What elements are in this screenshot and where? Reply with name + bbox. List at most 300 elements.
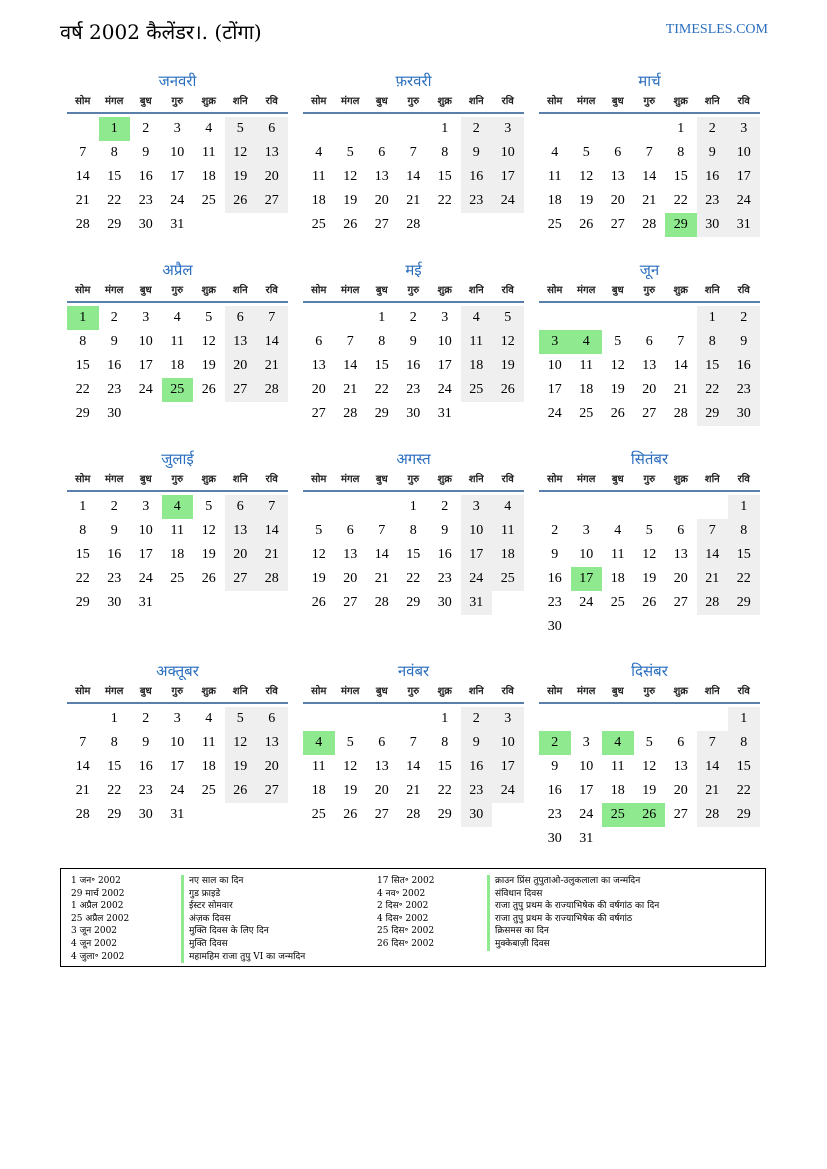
day-cell[interactable]: 22	[728, 779, 760, 803]
day-cell[interactable]: 21	[75, 783, 90, 798]
day-cell[interactable]: 16	[138, 759, 153, 774]
day-cell[interactable]: 5	[492, 306, 524, 330]
day-cell[interactable]: 4	[461, 306, 493, 330]
day-cell[interactable]: 29	[728, 803, 760, 827]
day-cell[interactable]: 18	[311, 193, 326, 208]
day-cell[interactable]: 4	[614, 523, 622, 538]
day-cell[interactable]: 29	[697, 402, 729, 426]
day-cell[interactable]: 15	[697, 354, 729, 378]
day-cell[interactable]: 5	[614, 334, 622, 349]
day-cell[interactable]: 23	[406, 382, 421, 397]
day-cell[interactable]: 8	[728, 519, 760, 543]
day-cell[interactable]: 2	[551, 523, 559, 538]
day-cell[interactable]: 6	[378, 145, 386, 160]
day-cell[interactable]: 14	[75, 169, 90, 184]
day-cell[interactable]: 9	[110, 334, 118, 349]
day-cell[interactable]: 7	[409, 145, 417, 160]
day-cell[interactable]: 13	[256, 731, 288, 755]
day-cell[interactable]: 15	[728, 543, 760, 567]
day-cell[interactable]: 13	[374, 759, 389, 774]
day-cell[interactable]: 7	[256, 495, 288, 519]
day-cell[interactable]: 9	[461, 141, 493, 165]
day-cell[interactable]: 31	[728, 213, 760, 237]
day-cell[interactable]: 27	[673, 595, 688, 610]
day-cell[interactable]: 10	[437, 334, 452, 349]
day-cell[interactable]: 12	[642, 547, 657, 562]
day-cell[interactable]: 10	[170, 735, 185, 750]
day-cell[interactable]: 30	[547, 831, 562, 846]
day-cell[interactable]: 4	[173, 310, 181, 325]
day-cell[interactable]: 2	[110, 499, 118, 514]
day-cell[interactable]: 6	[677, 523, 685, 538]
day-cell[interactable]: 22	[374, 382, 389, 397]
day-cell[interactable]: 30	[728, 402, 760, 426]
day-cell[interactable]: 21	[256, 354, 288, 378]
day-cell[interactable]: 7	[697, 519, 729, 543]
day-cell[interactable]: 3	[142, 310, 150, 325]
day-cell[interactable]: 4	[551, 145, 559, 160]
day-cell[interactable]: 16	[547, 783, 562, 798]
day-cell[interactable]: 31	[170, 217, 185, 232]
day-cell[interactable]: 29	[374, 406, 389, 421]
holiday-day-cell[interactable]: 29	[665, 213, 697, 237]
day-cell[interactable]: 26	[201, 382, 216, 397]
day-cell[interactable]: 18	[492, 543, 524, 567]
day-cell[interactable]: 9	[697, 141, 729, 165]
day-cell[interactable]: 6	[346, 523, 354, 538]
holiday-day-cell[interactable]: 4	[303, 731, 335, 755]
day-cell[interactable]: 20	[642, 382, 657, 397]
day-cell[interactable]: 1	[697, 306, 729, 330]
day-cell[interactable]: 14	[406, 759, 421, 774]
day-cell[interactable]: 26	[492, 378, 524, 402]
day-cell[interactable]: 25	[610, 595, 625, 610]
day-cell[interactable]: 6	[645, 334, 653, 349]
day-cell[interactable]: 9	[142, 145, 150, 160]
day-cell[interactable]: 31	[170, 807, 185, 822]
day-cell[interactable]: 24	[170, 783, 185, 798]
day-cell[interactable]: 22	[75, 382, 90, 397]
day-cell[interactable]: 24	[579, 595, 594, 610]
day-cell[interactable]: 13	[642, 358, 657, 373]
day-cell[interactable]: 15	[107, 759, 122, 774]
day-cell[interactable]: 15	[107, 169, 122, 184]
day-cell[interactable]: 13	[673, 547, 688, 562]
day-cell[interactable]: 11	[548, 169, 562, 184]
day-cell[interactable]: 27	[642, 406, 657, 421]
day-cell[interactable]: 1	[378, 310, 386, 325]
holiday-day-cell[interactable]: 1	[67, 306, 99, 330]
day-cell[interactable]: 25	[311, 807, 326, 822]
day-cell[interactable]: 2	[441, 499, 449, 514]
day-cell[interactable]: 12	[343, 169, 358, 184]
day-cell[interactable]: 16	[437, 547, 452, 562]
day-cell[interactable]: 10	[138, 523, 153, 538]
day-cell[interactable]: 29	[437, 807, 452, 822]
day-cell[interactable]: 7	[346, 334, 354, 349]
day-cell[interactable]: 25	[170, 571, 185, 586]
day-cell[interactable]: 15	[406, 547, 421, 562]
day-cell[interactable]: 3	[173, 121, 181, 136]
day-cell[interactable]: 30	[107, 595, 122, 610]
day-cell[interactable]: 5	[582, 145, 590, 160]
day-cell[interactable]: 19	[311, 571, 326, 586]
day-cell[interactable]: 6	[256, 707, 288, 731]
day-cell[interactable]: 4	[205, 711, 213, 726]
day-cell[interactable]: 20	[374, 783, 389, 798]
day-cell[interactable]: 12	[343, 759, 358, 774]
day-cell[interactable]: 1	[441, 121, 449, 136]
day-cell[interactable]: 20	[311, 382, 326, 397]
day-cell[interactable]: 17	[492, 165, 524, 189]
day-cell[interactable]: 7	[697, 731, 729, 755]
day-cell[interactable]: 20	[374, 193, 389, 208]
day-cell[interactable]: 21	[374, 571, 389, 586]
day-cell[interactable]: 11	[170, 523, 184, 538]
day-cell[interactable]: 8	[110, 735, 118, 750]
day-cell[interactable]: 27	[673, 807, 688, 822]
day-cell[interactable]: 28	[256, 567, 288, 591]
day-cell[interactable]: 26	[610, 406, 625, 421]
day-cell[interactable]: 10	[579, 759, 594, 774]
day-cell[interactable]: 30	[138, 807, 153, 822]
day-cell[interactable]: 10	[728, 141, 760, 165]
day-cell[interactable]: 27	[610, 217, 625, 232]
day-cell[interactable]: 12	[642, 759, 657, 774]
day-cell[interactable]: 28	[642, 217, 657, 232]
day-cell[interactable]: 16	[461, 165, 493, 189]
day-cell[interactable]: 24	[461, 567, 493, 591]
day-cell[interactable]: 28	[374, 595, 389, 610]
day-cell[interactable]: 8	[79, 523, 87, 538]
day-cell[interactable]: 12	[610, 358, 625, 373]
day-cell[interactable]: 8	[728, 731, 760, 755]
day-cell[interactable]: 14	[256, 519, 288, 543]
site-link[interactable]: TIMESLES.COM	[665, 22, 768, 37]
holiday-day-cell[interactable]: 26	[634, 803, 666, 827]
day-cell[interactable]: 2	[461, 707, 493, 731]
day-cell[interactable]: 19	[201, 547, 216, 562]
day-cell[interactable]: 20	[256, 165, 288, 189]
day-cell[interactable]: 3	[173, 711, 181, 726]
day-cell[interactable]: 26	[225, 189, 257, 213]
day-cell[interactable]: 22	[107, 783, 122, 798]
day-cell[interactable]: 16	[697, 165, 729, 189]
day-cell[interactable]: 7	[409, 735, 417, 750]
day-cell[interactable]: 5	[315, 523, 323, 538]
day-cell[interactable]: 14	[406, 169, 421, 184]
day-cell[interactable]: 15	[437, 759, 452, 774]
day-cell[interactable]: 15	[75, 547, 90, 562]
day-cell[interactable]: 1	[677, 121, 685, 136]
day-cell[interactable]: 4	[492, 495, 524, 519]
day-cell[interactable]: 11	[312, 169, 326, 184]
day-cell[interactable]: 25	[492, 567, 524, 591]
day-cell[interactable]: 13	[343, 547, 358, 562]
holiday-day-cell[interactable]: 2	[539, 731, 571, 755]
day-cell[interactable]: 5	[225, 707, 257, 731]
day-cell[interactable]: 18	[547, 193, 562, 208]
day-cell[interactable]: 17	[461, 543, 493, 567]
day-cell[interactable]: 3	[142, 499, 150, 514]
day-cell[interactable]: 27	[256, 189, 288, 213]
day-cell[interactable]: 27	[225, 378, 257, 402]
day-cell[interactable]: 12	[579, 169, 594, 184]
day-cell[interactable]: 19	[225, 755, 257, 779]
day-cell[interactable]: 31	[579, 831, 594, 846]
day-cell[interactable]: 24	[547, 406, 562, 421]
day-cell[interactable]: 8	[409, 523, 417, 538]
day-cell[interactable]: 9	[441, 523, 449, 538]
day-cell[interactable]: 21	[406, 193, 421, 208]
day-cell[interactable]: 22	[437, 193, 452, 208]
day-cell[interactable]: 11	[579, 358, 593, 373]
day-cell[interactable]: 19	[579, 193, 594, 208]
day-cell[interactable]: 13	[225, 519, 257, 543]
holiday-day-cell[interactable]: 17	[571, 567, 603, 591]
day-cell[interactable]: 11	[461, 330, 493, 354]
day-cell[interactable]: 11	[611, 547, 625, 562]
day-cell[interactable]: 6	[225, 306, 257, 330]
day-cell[interactable]: 5	[205, 310, 213, 325]
day-cell[interactable]: 9	[110, 523, 118, 538]
day-cell[interactable]: 20	[225, 543, 257, 567]
day-cell[interactable]: 17	[547, 382, 562, 397]
day-cell[interactable]: 13	[610, 169, 625, 184]
day-cell[interactable]: 10	[170, 145, 185, 160]
day-cell[interactable]: 17	[492, 755, 524, 779]
day-cell[interactable]: 19	[492, 354, 524, 378]
day-cell[interactable]: 18	[311, 783, 326, 798]
day-cell[interactable]: 2	[409, 310, 417, 325]
day-cell[interactable]: 28	[406, 807, 421, 822]
day-cell[interactable]: 29	[75, 406, 90, 421]
holiday-day-cell[interactable]: 3	[539, 330, 571, 354]
day-cell[interactable]: 23	[547, 595, 562, 610]
day-cell[interactable]: 15	[75, 358, 90, 373]
day-cell[interactable]: 18	[170, 358, 185, 373]
day-cell[interactable]: 19	[225, 165, 257, 189]
day-cell[interactable]: 13	[673, 759, 688, 774]
day-cell[interactable]: 23	[728, 378, 760, 402]
day-cell[interactable]: 9	[551, 759, 559, 774]
day-cell[interactable]: 4	[315, 145, 323, 160]
day-cell[interactable]: 19	[201, 358, 216, 373]
day-cell[interactable]: 3	[728, 117, 760, 141]
day-cell[interactable]: 25	[311, 217, 326, 232]
day-cell[interactable]: 17	[138, 358, 153, 373]
day-cell[interactable]: 15	[374, 358, 389, 373]
day-cell[interactable]: 18	[610, 571, 625, 586]
day-cell[interactable]: 8	[677, 145, 685, 160]
day-cell[interactable]: 27	[374, 217, 389, 232]
day-cell[interactable]: 26	[201, 571, 216, 586]
day-cell[interactable]: 29	[75, 595, 90, 610]
day-cell[interactable]: 22	[107, 193, 122, 208]
day-cell[interactable]: 16	[107, 358, 122, 373]
day-cell[interactable]: 2	[142, 711, 150, 726]
day-cell[interactable]: 5	[346, 735, 354, 750]
day-cell[interactable]: 24	[579, 807, 594, 822]
day-cell[interactable]: 26	[343, 807, 358, 822]
day-cell[interactable]: 27	[256, 779, 288, 803]
day-cell[interactable]: 23	[138, 783, 153, 798]
day-cell[interactable]: 10	[138, 334, 153, 349]
day-cell[interactable]: 23	[461, 779, 493, 803]
day-cell[interactable]: 7	[79, 735, 87, 750]
day-cell[interactable]: 28	[343, 406, 358, 421]
day-cell[interactable]: 22	[697, 378, 729, 402]
day-cell[interactable]: 27	[225, 567, 257, 591]
day-cell[interactable]: 20	[673, 783, 688, 798]
day-cell[interactable]: 24	[437, 382, 452, 397]
day-cell[interactable]: 3	[461, 495, 493, 519]
day-cell[interactable]: 3	[492, 707, 524, 731]
day-cell[interactable]: 30	[107, 406, 122, 421]
day-cell[interactable]: 18	[201, 759, 216, 774]
day-cell[interactable]: 12	[225, 731, 257, 755]
day-cell[interactable]: 16	[728, 354, 760, 378]
day-cell[interactable]: 25	[201, 783, 216, 798]
day-cell[interactable]: 16	[406, 358, 421, 373]
day-cell[interactable]: 15	[728, 755, 760, 779]
day-cell[interactable]: 14	[673, 358, 688, 373]
day-cell[interactable]: 19	[642, 783, 657, 798]
day-cell[interactable]: 9	[551, 547, 559, 562]
day-cell[interactable]: 8	[110, 145, 118, 160]
day-cell[interactable]: 28	[406, 217, 421, 232]
day-cell[interactable]: 6	[256, 117, 288, 141]
day-cell[interactable]: 14	[374, 547, 389, 562]
day-cell[interactable]: 30	[138, 217, 153, 232]
day-cell[interactable]: 5	[645, 523, 653, 538]
day-cell[interactable]: 26	[343, 217, 358, 232]
day-cell[interactable]: 13	[311, 358, 326, 373]
day-cell[interactable]: 13	[225, 330, 257, 354]
day-cell[interactable]: 6	[378, 735, 386, 750]
day-cell[interactable]: 10	[547, 358, 562, 373]
day-cell[interactable]: 9	[142, 735, 150, 750]
day-cell[interactable]: 19	[343, 193, 358, 208]
day-cell[interactable]: 29	[107, 807, 122, 822]
day-cell[interactable]: 11	[202, 735, 216, 750]
day-cell[interactable]: 21	[343, 382, 358, 397]
day-cell[interactable]: 19	[610, 382, 625, 397]
day-cell[interactable]: 10	[492, 141, 524, 165]
day-cell[interactable]: 5	[225, 117, 257, 141]
day-cell[interactable]: 24	[170, 193, 185, 208]
day-cell[interactable]: 14	[256, 330, 288, 354]
day-cell[interactable]: 30	[406, 406, 421, 421]
day-cell[interactable]: 17	[437, 358, 452, 373]
day-cell[interactable]: 19	[343, 783, 358, 798]
day-cell[interactable]: 2	[461, 117, 493, 141]
day-cell[interactable]: 25	[201, 193, 216, 208]
day-cell[interactable]: 24	[138, 382, 153, 397]
day-cell[interactable]: 18	[170, 547, 185, 562]
day-cell[interactable]: 27	[311, 406, 326, 421]
day-cell[interactable]: 21	[406, 783, 421, 798]
day-cell[interactable]: 2	[697, 117, 729, 141]
day-cell[interactable]: 4	[205, 121, 213, 136]
holiday-day-cell[interactable]: 4	[162, 495, 194, 519]
day-cell[interactable]: 21	[697, 567, 729, 591]
day-cell[interactable]: 30	[461, 803, 493, 827]
day-cell[interactable]: 11	[202, 145, 216, 160]
day-cell[interactable]: 2	[142, 121, 150, 136]
day-cell[interactable]: 10	[579, 547, 594, 562]
day-cell[interactable]: 25	[461, 378, 493, 402]
day-cell[interactable]: 12	[311, 547, 326, 562]
day-cell[interactable]: 1	[728, 707, 760, 731]
day-cell[interactable]: 19	[642, 571, 657, 586]
day-cell[interactable]: 29	[728, 591, 760, 615]
holiday-day-cell[interactable]: 4	[571, 330, 603, 354]
day-cell[interactable]: 6	[315, 334, 323, 349]
day-cell[interactable]: 25	[579, 406, 594, 421]
day-cell[interactable]: 8	[378, 334, 386, 349]
day-cell[interactable]: 22	[75, 571, 90, 586]
day-cell[interactable]: 21	[256, 543, 288, 567]
day-cell[interactable]: 29	[406, 595, 421, 610]
day-cell[interactable]: 13	[256, 141, 288, 165]
day-cell[interactable]: 8	[441, 145, 449, 160]
day-cell[interactable]: 7	[645, 145, 653, 160]
day-cell[interactable]: 23	[437, 571, 452, 586]
day-cell[interactable]: 24	[492, 779, 524, 803]
day-cell[interactable]: 26	[642, 595, 657, 610]
day-cell[interactable]: 31	[437, 406, 452, 421]
day-cell[interactable]: 8	[441, 735, 449, 750]
day-cell[interactable]: 22	[406, 571, 421, 586]
day-cell[interactable]: 16	[461, 755, 493, 779]
day-cell[interactable]: 14	[343, 358, 358, 373]
day-cell[interactable]: 18	[610, 783, 625, 798]
day-cell[interactable]: 14	[697, 543, 729, 567]
day-cell[interactable]: 12	[492, 330, 524, 354]
day-cell[interactable]: 11	[170, 334, 184, 349]
day-cell[interactable]: 1	[110, 711, 118, 726]
day-cell[interactable]: 23	[547, 807, 562, 822]
holiday-day-cell[interactable]: 25	[602, 803, 634, 827]
day-cell[interactable]: 7	[378, 523, 386, 538]
day-cell[interactable]: 5	[346, 145, 354, 160]
day-cell[interactable]: 10	[461, 519, 493, 543]
day-cell[interactable]: 16	[547, 571, 562, 586]
day-cell[interactable]: 13	[374, 169, 389, 184]
day-cell[interactable]: 2	[728, 306, 760, 330]
day-cell[interactable]: 14	[75, 759, 90, 774]
day-cell[interactable]: 9	[461, 731, 493, 755]
day-cell[interactable]: 28	[256, 378, 288, 402]
day-cell[interactable]: 23	[107, 571, 122, 586]
day-cell[interactable]: 21	[697, 779, 729, 803]
day-cell[interactable]: 20	[343, 571, 358, 586]
day-cell[interactable]: 11	[492, 519, 524, 543]
day-cell[interactable]: 16	[107, 547, 122, 562]
day-cell[interactable]: 3	[582, 523, 590, 538]
day-cell[interactable]: 26	[579, 217, 594, 232]
holiday-day-cell[interactable]: 4	[602, 731, 634, 755]
day-cell[interactable]: 30	[547, 619, 562, 634]
day-cell[interactable]: 7	[256, 306, 288, 330]
day-cell[interactable]: 2	[110, 310, 118, 325]
day-cell[interactable]: 27	[374, 807, 389, 822]
day-cell[interactable]: 24	[138, 571, 153, 586]
day-cell[interactable]: 18	[461, 354, 493, 378]
day-cell[interactable]: 18	[579, 382, 594, 397]
day-cell[interactable]: 18	[201, 169, 216, 184]
